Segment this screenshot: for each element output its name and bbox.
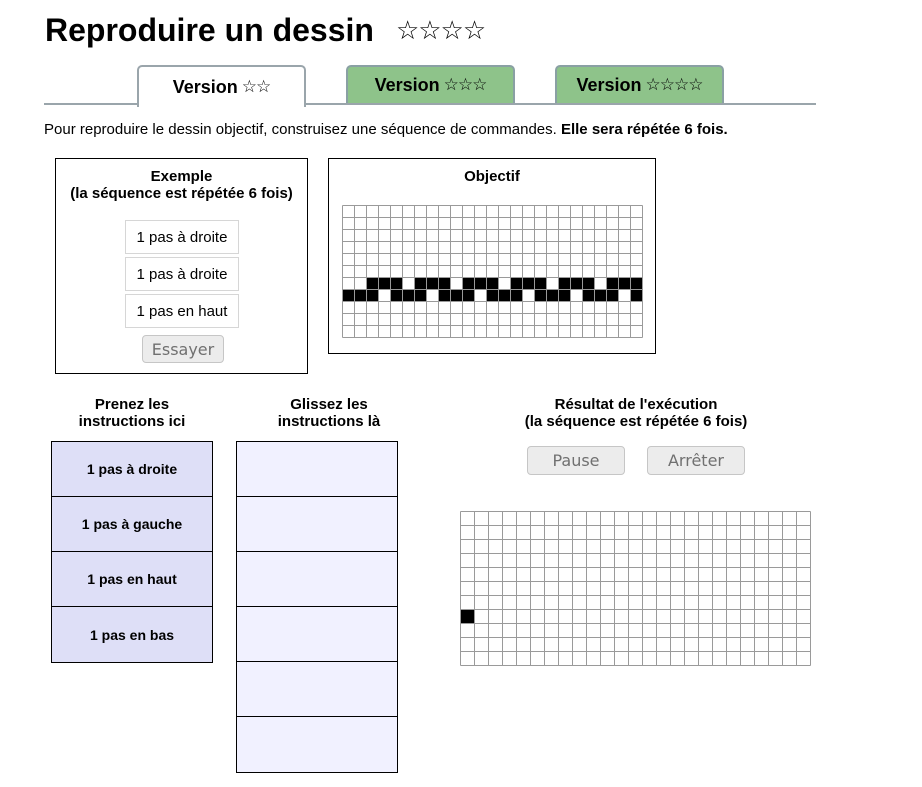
filled-cell [607,278,619,290]
source-label [52,396,212,430]
tab-label: Version [172,76,238,97]
try-button[interactable]: Essayer [142,335,224,363]
task-instructions [44,121,728,138]
filled-cell [463,278,475,290]
drop-slot[interactable] [237,552,397,607]
filled-cell [439,290,451,302]
page-title [45,12,485,49]
drop-label [237,396,421,430]
filled-cell [463,290,475,302]
objective-panel [328,158,656,354]
filled-cell [461,610,475,624]
stars-icon: ☆☆ [241,77,271,96]
command-step-left[interactable]: 1 pas à gauche [52,497,212,552]
filled-cell [583,290,595,302]
source-label-line1: Prenez les [94,396,170,413]
result-label-line1: Résultat de l'exécution [554,396,718,413]
stars-icon: ☆☆☆☆ [645,75,703,94]
tab-label: Version [576,74,642,95]
result-label [460,396,812,430]
filled-cell [355,290,367,302]
page-title-text: Reproduire un dessin [45,12,374,48]
filled-cell [571,278,583,290]
filled-cell [391,290,403,302]
drop-slot[interactable] [237,717,397,772]
filled-cell [379,278,391,290]
filled-cell [619,278,631,290]
filled-cell [511,278,523,290]
example-command: 1 pas en haut [125,294,239,328]
filled-cell [403,290,415,302]
filled-cell [535,278,547,290]
filled-cell [451,290,463,302]
instructions-text: Pour reproduire le dessin objectif, construisez une séquence de commandes. [44,121,561,138]
drop-slot[interactable] [237,497,397,552]
example-title-line1: Exemple [150,168,213,185]
filled-cell [439,278,451,290]
drop-zone [236,441,398,773]
filled-cell [511,290,523,302]
filled-cell [367,278,379,290]
filled-cell [343,290,355,302]
drop-slot[interactable] [237,442,397,497]
objective-title: Objectif [464,168,520,185]
filled-cell [427,278,439,290]
source-instructions [51,441,213,663]
filled-cell [595,290,607,302]
filled-cell [607,290,619,302]
example-panel [55,158,308,374]
filled-cell [559,278,571,290]
filled-cell [535,290,547,302]
drop-slot[interactable] [237,662,397,717]
stars-icon: ☆☆☆ [443,75,487,94]
example-title-line2: (la séquence est répétée 6 fois) [70,185,293,202]
example-title [56,168,307,202]
command-step-right[interactable]: 1 pas à droite [52,442,212,497]
result-label-line2: (la séquence est répétée 6 fois) [524,413,748,430]
filled-cell [487,290,499,302]
filled-cell [415,290,427,302]
result-grid [460,511,812,667]
filled-cell [475,278,487,290]
pause-button[interactable]: Pause [527,446,625,475]
filled-cell [559,290,571,302]
filled-cell [547,290,559,302]
source-label-line2: instructions ici [78,413,186,430]
tab-version-2-stars[interactable] [137,65,306,107]
stop-button[interactable]: Arrêter [647,446,745,475]
filled-cell [583,278,595,290]
example-command: 1 pas à droite [125,257,239,291]
filled-cell [487,278,499,290]
filled-cell [367,290,379,302]
example-command: 1 pas à droite [125,220,239,254]
objective-grid [342,205,643,338]
filled-cell [499,290,511,302]
difficulty-stars-icon: ☆☆☆☆ [395,15,486,45]
filled-cell [631,290,643,302]
filled-cell [631,278,643,290]
command-step-down[interactable]: 1 pas en bas [52,607,212,662]
tab-version-4-stars[interactable] [555,65,724,103]
filled-cell [415,278,427,290]
filled-cell [523,278,535,290]
command-step-up[interactable]: 1 pas en haut [52,552,212,607]
filled-cell [391,278,403,290]
drop-slot[interactable] [237,607,397,662]
drop-label-line1: Glissez les [290,396,368,413]
tab-version-3-stars[interactable] [346,65,515,103]
tab-label: Version [374,74,440,95]
instructions-bold: Elle sera répétée 6 fois. [560,121,728,138]
drop-label-line2: instructions là [277,413,381,430]
